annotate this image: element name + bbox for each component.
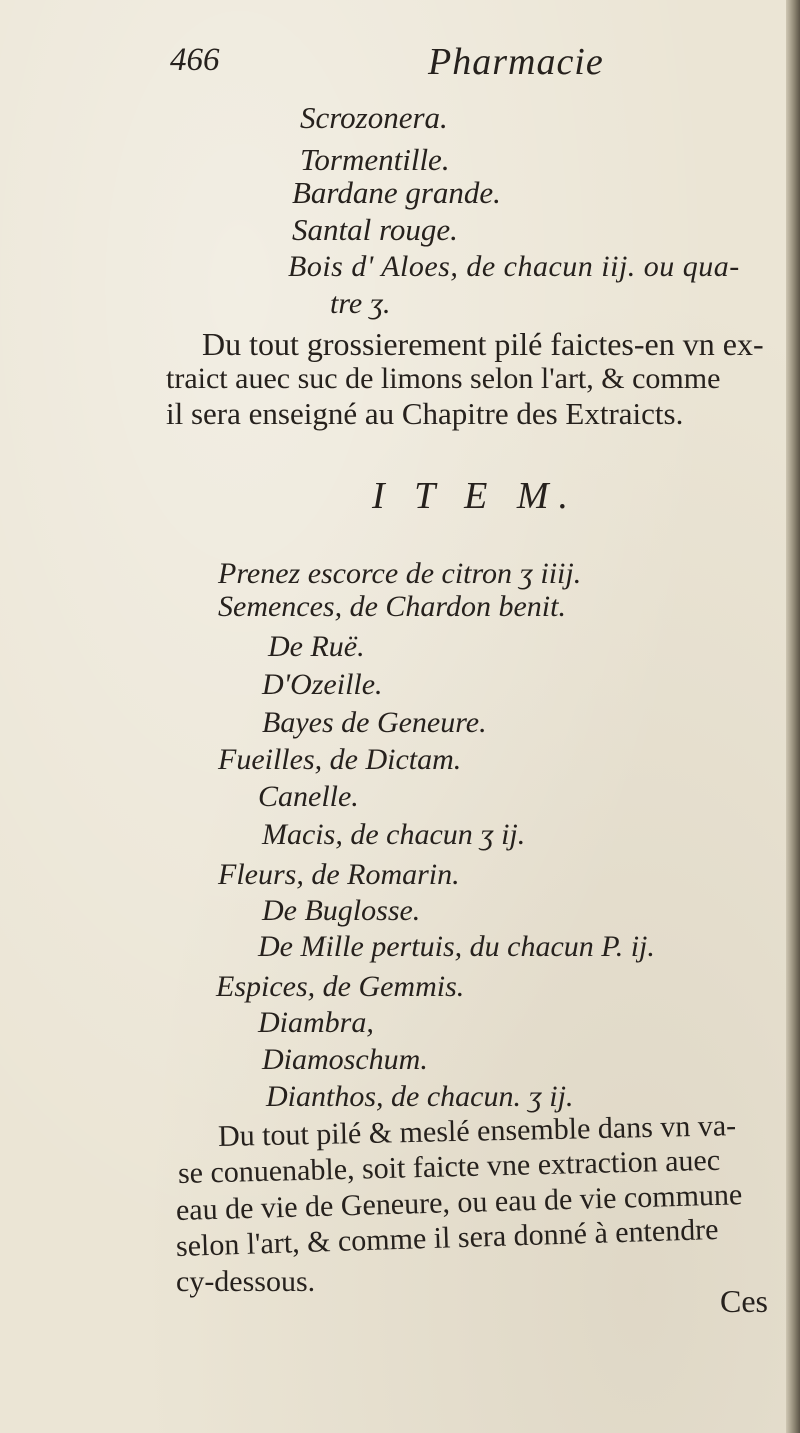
ingredient-line: Diamoschum. <box>262 1043 428 1076</box>
ingredient-line: Santal rouge. <box>292 212 458 247</box>
running-head: Pharmacie <box>428 41 604 83</box>
ingredient-line: Canelle. <box>258 780 359 813</box>
ingredient-line: Bayes de Geneure. <box>262 706 487 739</box>
ingredient-line: D'Ozeille. <box>262 668 383 701</box>
ingredient-line: Espices, de Gemmis. <box>216 970 465 1003</box>
ingredient-line: Fueilles, de Dictam. <box>218 743 462 776</box>
paragraph-line: Du tout pilé & meslé ensemble dans vn va- <box>217 1109 737 1153</box>
paragraph-line: eau de vie de Geneure, ou eau de vie commune <box>175 1178 743 1227</box>
ingredient-line: De Ruë. <box>268 630 365 663</box>
paragraph-line: Du tout grossierement pilé faictes-en vn ex- <box>202 326 764 362</box>
catchword: Ces <box>720 1283 768 1319</box>
section-heading: I T E M. <box>372 475 578 517</box>
ingredient-line: Diambra, <box>258 1006 374 1039</box>
ingredient-line: Tormentille. <box>300 142 450 177</box>
ingredient-line: Macis, de chacun ʒ ij. <box>262 818 526 851</box>
ingredient-line: Scrozonera. <box>300 100 448 135</box>
ingredient-line: tre ʒ. <box>330 287 391 320</box>
paragraph-line: il sera enseigné au Chapitre des Extraicts. <box>166 396 684 431</box>
ingredient-line: Bois d' Aloes, de chacun iij. ou qua- <box>288 250 740 283</box>
paragraph-line: traict auec suc de limons selon l'art, & comme <box>166 362 721 395</box>
ingredient-line: Prenez escorce de citron ʒ iiij. <box>218 557 582 590</box>
paragraph-line: selon l'art, & comme il sera donné à entendre <box>175 1212 719 1263</box>
ingredient-line: Bardane grande. <box>292 175 501 210</box>
page-edge <box>786 0 800 1433</box>
ingredient-line: Dianthos, de chacun. ʒ ij. <box>266 1080 574 1113</box>
page-number: 466 <box>170 42 220 78</box>
ingredient-line: Semences, de Chardon benit. <box>218 590 566 623</box>
ingredient-line: De Buglosse. <box>262 894 421 927</box>
ingredient-line: De Mille pertuis, du chacun P. ij. <box>258 930 655 963</box>
paragraph-line: cy-dessous. <box>176 1265 316 1298</box>
ingredient-line: Fleurs, de Romarin. <box>218 858 460 891</box>
paragraph-line: se conuenable, soit faicte vne extraction auec <box>177 1143 721 1190</box>
